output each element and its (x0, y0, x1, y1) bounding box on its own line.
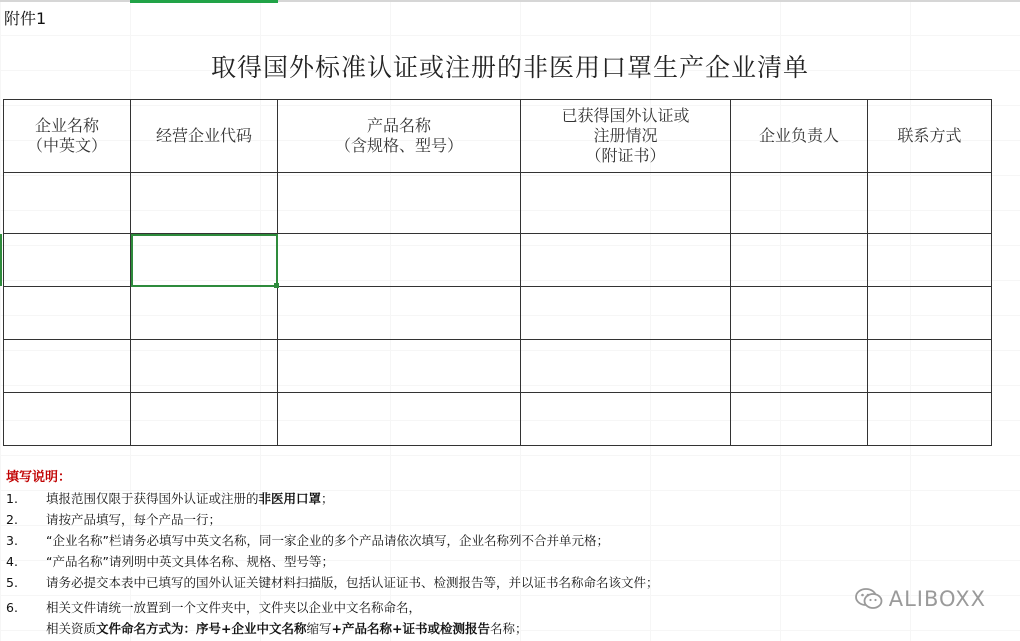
instruction-number: 2. (6, 512, 18, 527)
attachment-label: 附件1 (4, 9, 47, 28)
table-row (4, 287, 992, 340)
instruction-item (6, 597, 659, 618)
column-header-label: 产品名称 (366, 116, 431, 135)
instruction-continuation (6, 618, 659, 639)
table-cell[interactable] (4, 287, 131, 340)
table-cell[interactable] (521, 234, 731, 287)
watermark (855, 587, 986, 611)
note-text: 请按产品填写，每个产品一行； (46, 512, 222, 527)
column-header[interactable] (731, 100, 868, 173)
table-body (4, 173, 992, 446)
table-cell[interactable] (731, 287, 868, 340)
table-cell[interactable] (4, 340, 131, 393)
selected-cell[interactable] (131, 234, 278, 287)
table-header-row (4, 100, 992, 173)
table-cell[interactable] (131, 287, 278, 340)
column-header-label: （中英文） (26, 136, 107, 155)
table-cell[interactable] (4, 173, 131, 234)
table-cell[interactable] (521, 287, 731, 340)
instruction-number: 6. (6, 600, 18, 615)
note-text: 填报范围仅限于获得国外认证或注册的 (46, 491, 259, 506)
note-text: 相关资质 (46, 621, 97, 636)
note-text: “企业名称”栏请务必填写中英文名称，同一家企业的多个产品请依次填写，企业名称列不合并单元格； (46, 533, 609, 548)
fill-handle[interactable] (274, 283, 279, 288)
note-text: 相关文件请统一放置到一个文件夹中，文件夹以企业中文名称命名， (46, 600, 422, 615)
wechat-icon (855, 588, 883, 610)
table-cell[interactable] (278, 234, 521, 287)
watermark-text: ALIBOXX (888, 587, 986, 611)
table-row (4, 340, 992, 393)
table-cell[interactable] (278, 287, 521, 340)
column-header[interactable] (278, 100, 521, 173)
instructions-title: 填写说明： (6, 470, 72, 485)
table-cell[interactable] (521, 173, 731, 234)
instruction-item (6, 488, 659, 509)
column-header-label: 注册情况 (593, 126, 658, 145)
table-cell[interactable] (521, 393, 731, 446)
emphasis-text: 文件命名方式为：序号+企业中文名称 (96, 621, 307, 636)
table-row (4, 234, 992, 287)
table-cell[interactable] (868, 340, 992, 393)
column-header-label: （附证书） (585, 146, 666, 165)
note-text: 缩写 (306, 621, 332, 636)
table-cell[interactable] (278, 340, 521, 393)
column-header[interactable] (521, 100, 731, 173)
table-cell[interactable] (131, 173, 278, 234)
page-title: 取得国外标准认证或注册的非医用口罩生产企业清单 (210, 53, 809, 82)
table-cell[interactable] (731, 173, 868, 234)
table-row (4, 393, 992, 446)
instruction-number: 4. (6, 554, 18, 569)
table-cell[interactable] (731, 393, 868, 446)
column-header-label: 经营企业代码 (155, 126, 252, 145)
instruction-number: 5. (6, 575, 18, 590)
instruction-item (6, 572, 659, 593)
table-cell[interactable] (131, 340, 278, 393)
column-header-label: 联系方式 (897, 126, 962, 145)
table-cell[interactable] (278, 393, 521, 446)
table-cell[interactable] (131, 393, 278, 446)
table-cell[interactable] (868, 287, 992, 340)
instruction-item (6, 530, 659, 551)
table-cell[interactable] (278, 173, 521, 234)
table-cell[interactable] (731, 234, 868, 287)
note-text: “产品名称”请列明中英文具体名称、规格、型号等； (46, 554, 334, 569)
instruction-number: 1. (6, 491, 18, 506)
emphasis-text: +产品名称+证书或检测报告 (331, 621, 490, 636)
table-row (4, 173, 992, 234)
row-selection-marker (0, 234, 2, 286)
table-cell[interactable] (4, 234, 131, 287)
table-cell[interactable] (521, 340, 731, 393)
table-cell[interactable] (868, 234, 992, 287)
column-header-label: 企业名称 (34, 116, 99, 135)
instruction-item (6, 509, 659, 530)
instruction-item (6, 551, 659, 572)
column-header[interactable] (4, 100, 131, 173)
table-cell[interactable] (868, 393, 992, 446)
instructions (6, 466, 659, 639)
column-header-label: 已获得国外认证或 (561, 106, 690, 125)
column-header-label: （含规格、型号） (334, 136, 463, 155)
column-header[interactable] (868, 100, 992, 173)
company-list-table (3, 99, 992, 446)
active-column-indicator (130, 0, 278, 3)
note-text: 请务必提交本表中已填写的国外认证关键材料扫描版，包括认证证书、检测报告等，并以证书名称命名该文件； (46, 575, 659, 590)
column-header-label: 企业负责人 (758, 126, 839, 145)
note-text: ； (321, 491, 334, 506)
column-header[interactable] (131, 100, 278, 173)
table-cell[interactable] (4, 393, 131, 446)
instructions-list (6, 488, 659, 639)
note-text: 名称； (489, 621, 528, 636)
emphasis-text: 非医用口罩 (258, 491, 322, 506)
instruction-number: 3. (6, 533, 18, 548)
table-cell[interactable] (868, 173, 992, 234)
table-cell[interactable] (731, 340, 868, 393)
